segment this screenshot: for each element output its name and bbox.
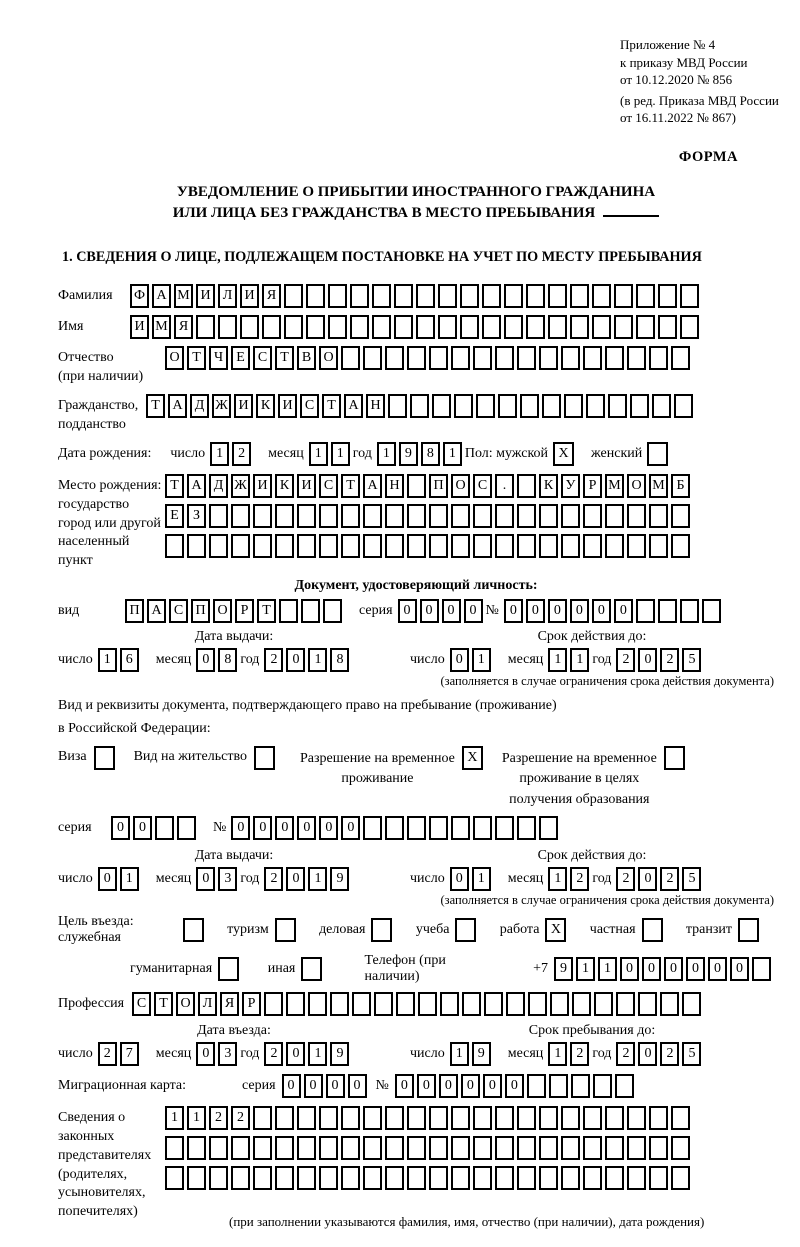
doc-number-label: № [485, 603, 499, 619]
birth-place-row [58, 474, 774, 571]
representatives-row [58, 1106, 774, 1230]
stay-month-input[interactable]: 1 2 [548, 1042, 592, 1066]
purpose-tourism-checkbox[interactable] [275, 918, 299, 942]
mig-series-label: серия [242, 1077, 276, 1093]
entry-dates: Дата въезда: число 2 7 месяц 0 3 год 2 0 1 9 Срок пребывания до: число 1 9 месяц 1 2 год 2 0 2 5 [58, 1023, 774, 1066]
form-title [58, 182, 774, 226]
res-valid-year-input[interactable]: 2 0 2 5 [616, 867, 704, 891]
temp-permit-checkbox[interactable]: X [462, 746, 486, 770]
day-label: число [170, 445, 206, 461]
stay-day-input[interactable]: 1 9 [450, 1042, 494, 1066]
appendix-line: от 10.12.2020 № 856 [620, 72, 733, 88]
appendix-line: к приказу МВД России [620, 54, 748, 70]
citizenship-label: Гражданство, подданство [58, 398, 139, 432]
res-issue-year-input[interactable]: 2 0 1 9 [264, 867, 352, 891]
visa-checkbox[interactable] [94, 746, 118, 770]
birth-year-input[interactable]: 1 9 8 1 [377, 442, 465, 466]
section1-heading: 1. СВЕДЕНИЯ О ЛИЦЕ, ПОДЛЕЖАЩЕМ ПОСТАНОВКЕ НА УЧЕТ ПО МЕСТУ ПРЕБЫВАНИЯ [62, 249, 702, 266]
res-issue-month-input[interactable]: 0 3 [196, 867, 240, 891]
mig-series-input[interactable]: 0 0 0 0 [282, 1074, 370, 1098]
birth-place-input-row2[interactable]: Е З [165, 504, 693, 528]
name-row [58, 315, 774, 339]
surname-label: Фамилия [58, 288, 113, 304]
appendix-line: Приложение № 4 [620, 37, 716, 52]
mig-number-input[interactable]: 0 0 0 0 0 0 [395, 1074, 637, 1098]
purpose-study-checkbox[interactable] [455, 918, 479, 942]
representatives-label: Сведения о законных представителях (родителях, усыновителях, попечителях) [58, 1109, 152, 1220]
identity-doc-dates: Дата выдачи: число 1 6 месяц 0 8 год 2 0 1 8 Срок действия до: число 0 1 месяц 1 1 год 2 0 2 5 [58, 629, 774, 672]
temp-permit-label: Разрешение на временное проживание [299, 751, 455, 787]
surname-input[interactable]: Ф А М И Л И Я [130, 284, 702, 308]
sex-female-label: женский [591, 445, 643, 461]
representatives-input-row3[interactable] [165, 1166, 704, 1190]
edu-permit-label: Разрешение на временное проживание в целях получения образования [501, 751, 657, 807]
doc-valid-day-input[interactable]: 0 1 [450, 648, 494, 672]
visa-label: Виза [58, 749, 87, 765]
doc-number-input[interactable]: 0 0 0 0 0 0 [504, 599, 724, 623]
identity-doc-note: (заполняется в случае ограничения срока действия документа) [440, 674, 774, 689]
migration-card-row [58, 1074, 774, 1098]
birth-place-input-row1[interactable]: Т А Д Ж И К И С Т А Н П О С . К У Р М О М Б [165, 474, 693, 498]
representatives-input-row1[interactable]: 1 1 2 2 [165, 1106, 704, 1130]
name-input[interactable]: И М Я [130, 315, 702, 339]
purpose-row2: гуманитарная иная Телефон (при наличии) +7 9 1 1 0 0 0 0 0 0 [130, 953, 774, 985]
doc-series-label: серия [359, 603, 393, 619]
migration-card-label: Миграционная карта: [58, 1077, 187, 1093]
birth-day-input[interactable]: 1 2 [210, 442, 254, 466]
form-title-line1: УВЕДОМЛЕНИЕ О ПРИБЫТИИ ИНОСТРАННОГО ГРАЖДАНИНА [176, 183, 656, 200]
representatives-note: (при заполнении указываются фамилия, имя, отчество (при наличии), дата рождения) [229, 1213, 705, 1229]
entry-day-input[interactable]: 2 7 [98, 1042, 142, 1066]
res-valid-month-input[interactable]: 1 2 [548, 867, 592, 891]
mig-number-label: № [375, 1077, 389, 1093]
doc-issue-year-input[interactable]: 2 0 1 8 [264, 648, 352, 672]
entry-month-input[interactable]: 0 3 [196, 1042, 240, 1066]
doc-series-input[interactable]: 0 0 0 0 [398, 599, 486, 623]
res-number-input[interactable]: 0 0 0 0 0 0 [231, 816, 561, 840]
profession-label: Профессия [58, 995, 125, 1011]
representatives-input-row2[interactable] [165, 1136, 704, 1160]
res-series-input[interactable]: 0 0 [111, 816, 199, 840]
doc-issue-day-input[interactable]: 1 6 [98, 648, 142, 672]
form-label: ФОРМА [678, 148, 738, 165]
purpose-humanitarian-checkbox[interactable] [218, 957, 242, 981]
purpose-private-checkbox[interactable] [642, 918, 666, 942]
name-label: Имя [58, 319, 84, 335]
birth-place-input-row3[interactable] [165, 534, 693, 558]
profession-input[interactable]: С Т О Л Я Р [132, 992, 704, 1016]
purpose-transit-checkbox[interactable] [738, 918, 762, 942]
doc-kind-input[interactable]: П А С П О Р Т [125, 599, 345, 623]
patronymic-input[interactable]: О Т Ч Е С Т В О [165, 346, 693, 370]
citizenship-input[interactable]: Т А Д Ж И К И С Т А Н [146, 394, 696, 418]
residence-doc-note: (заполняется в случае ограничения срока действия документа) [440, 892, 774, 907]
doc-valid-month-input[interactable]: 1 1 [548, 648, 592, 672]
stay-year-input[interactable]: 2 0 2 5 [616, 1042, 704, 1066]
purpose-work-checkbox[interactable]: X [545, 918, 569, 942]
doc-issue-month-input[interactable]: 0 8 [196, 648, 240, 672]
doc-valid-year-input[interactable]: 2 0 2 5 [616, 648, 704, 672]
res-issue-heading: Дата выдачи: [194, 847, 274, 863]
phone-input[interactable]: 9 1 1 0 0 0 0 0 0 [554, 957, 774, 981]
issue-date-heading: Дата выдачи: [194, 629, 274, 645]
phone-prefix: +7 [533, 960, 548, 976]
appendix-edition-line: от 16.11.2022 № 867) [620, 110, 737, 126]
phone-label: Телефон (при наличии) [364, 952, 446, 984]
birth-month-input[interactable]: 1 1 [309, 442, 353, 466]
residence-permit-checkbox[interactable] [254, 746, 278, 770]
sex-female-checkbox[interactable] [647, 442, 671, 466]
appendix-reference [620, 36, 800, 127]
appendix-edition-line: (в ред. Приказа МВД России [620, 92, 779, 108]
res-issue-day-input[interactable]: 0 1 [98, 867, 142, 891]
purpose-other-checkbox[interactable] [301, 957, 325, 981]
res-number-label: № [213, 819, 227, 835]
doc-kind-label: вид [58, 603, 80, 619]
patronymic-label: Отчество (при наличии) [58, 350, 144, 385]
stay-until-heading: Срок пребывания до: [528, 1022, 656, 1038]
identity-doc-row [58, 599, 774, 623]
entry-date-heading: Дата въезда: [197, 1022, 271, 1038]
res-valid-heading: Срок действия до: [537, 847, 647, 863]
purpose-label: Цель въезда: служебная [58, 913, 134, 945]
profession-row [58, 992, 774, 1016]
citizenship-row [58, 394, 774, 435]
sex-male-label: Пол: мужской [464, 445, 549, 461]
title-underline [603, 203, 659, 217]
birth-date-label: Дата рождения: [58, 445, 152, 461]
purpose-official-checkbox[interactable] [183, 918, 207, 942]
identity-doc-heading: Документ, удостоверяющий личность: [294, 578, 538, 594]
residence-doc-series-row [58, 816, 774, 840]
surname-row [58, 284, 774, 308]
res-series-label: серия [58, 819, 92, 835]
residence-doc-dates: Дата выдачи: число 0 1 месяц 0 3 год 2 0 1 9 Срок действия до: число 0 1 месяц 1 2 год 2 0 2 5 [58, 848, 774, 891]
birth-date-row [58, 442, 774, 466]
month-label: месяц [268, 445, 304, 461]
edu-permit-checkbox[interactable] [664, 746, 688, 770]
purpose-row1: Цель въезда: служебная туризм деловая учеба работа X частная транзит [58, 914, 774, 946]
residence-doc-options [58, 746, 774, 810]
birth-place-label: Место рождения: государство город или другой населенный пункт [58, 477, 162, 569]
patronymic-row [58, 346, 774, 387]
sex-male-checkbox[interactable]: X [553, 442, 577, 466]
year-label: год [352, 445, 372, 461]
residence-permit-label: Вид на жительство [133, 749, 247, 765]
purpose-business-checkbox[interactable] [371, 918, 395, 942]
valid-until-heading: Срок действия до: [537, 629, 647, 645]
residence-doc-intro: Вид и реквизиты документа, подтверждающего право на пребывание (проживание) в Российской Федерации: [58, 698, 557, 736]
res-valid-day-input[interactable]: 0 1 [450, 867, 494, 891]
entry-year-input[interactable]: 2 0 1 9 [264, 1042, 352, 1066]
form-title-line2: ИЛИ ЛИЦА БЕЗ ГРАЖДАНСТВА В МЕСТО ПРЕБЫВАНИЯ [58, 203, 774, 225]
